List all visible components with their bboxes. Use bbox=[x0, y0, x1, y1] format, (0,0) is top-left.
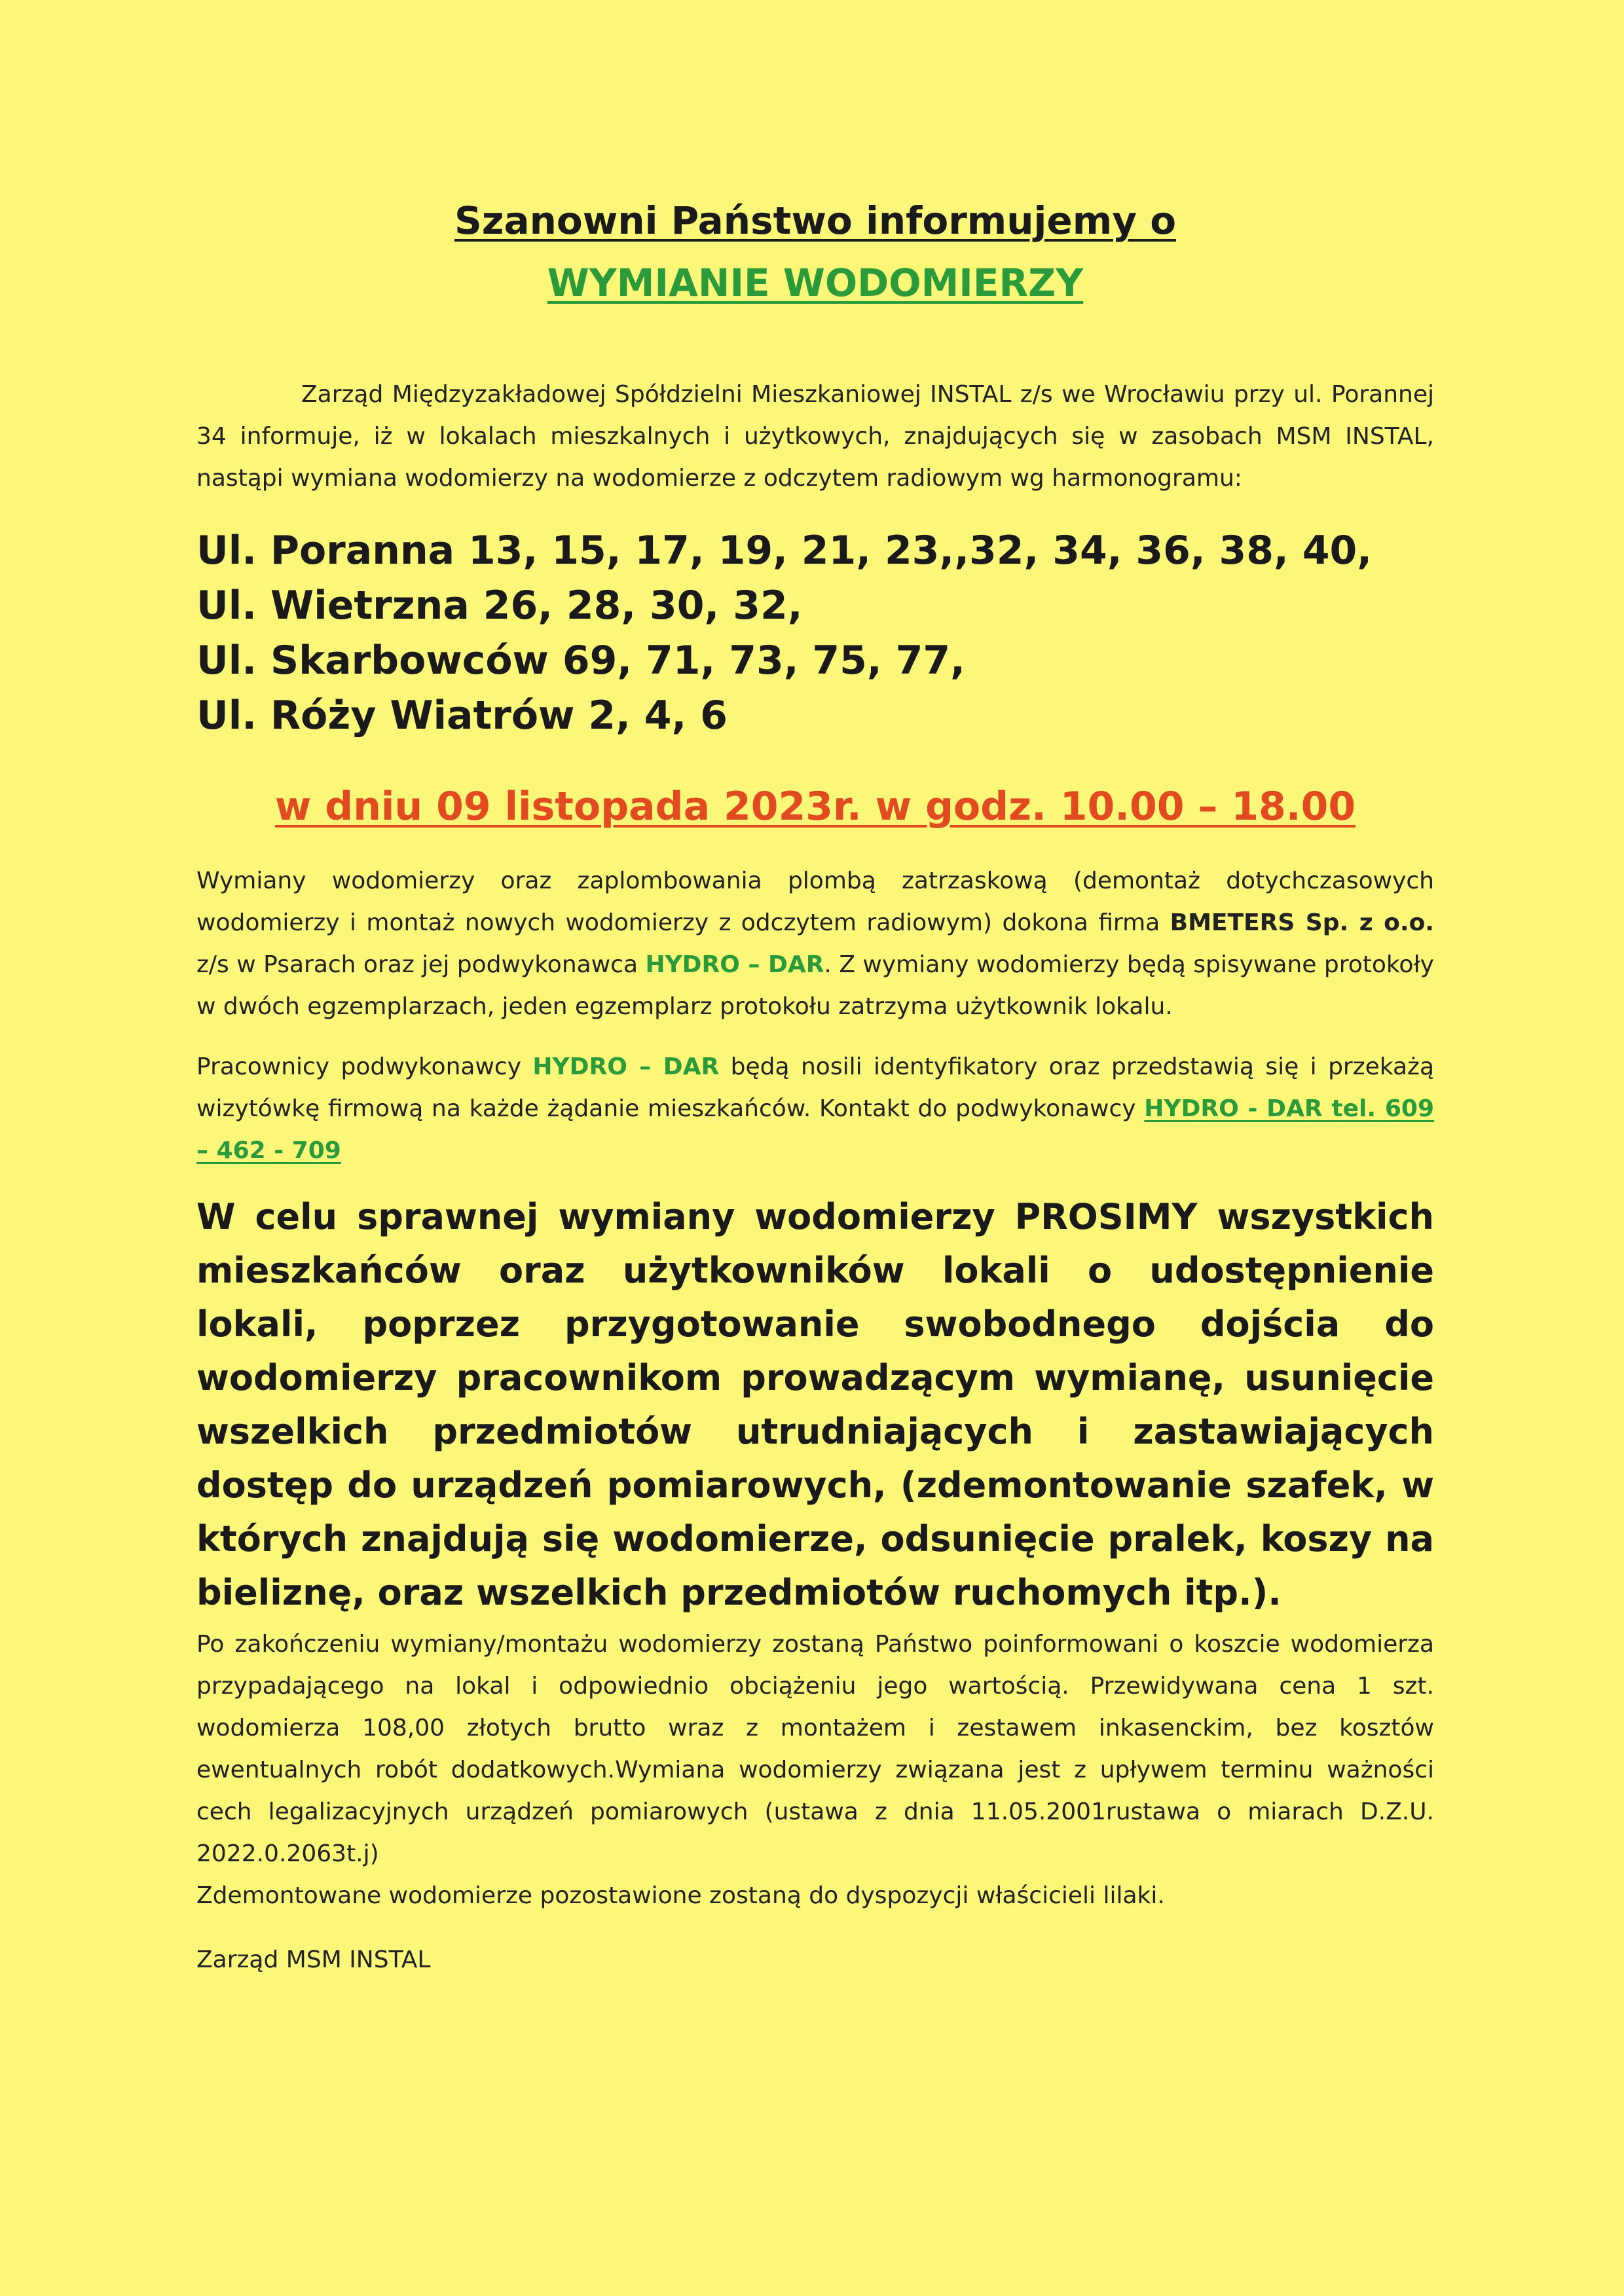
contact-phone: HYDRO - DAR tel. 609 – 462 - 709 bbox=[196, 1095, 1434, 1164]
request-paragraph: W celu sprawnej wymiany wodomierzy PROSIMY wszystkich mieszkańców oraz użytkowników lokali o udostępnienie lokali, poprzez przygotowanie swobodnego dojścia do wodomierzy pracownikom prowadzącym wymianę, usunięcie wszelkich przedmiotów utrudniających i zastawiających dostęp do urządzeń pomiarowych, (zdemontowanie szafek, w których znajdują się wodomierze, odsunięcie pralek, koszy na bieliznę, oraz wszelkich przedmiotów ruchomych itp.). bbox=[196, 1195, 1434, 1613]
paragraph-contact: Pracownicy podwykonawcy HYDRO – DAR będą nosili identyfikatory oraz przedstawią się i przekażą wizytówkę firmową na każde żądanie mieszkańców. Kontakt do podwykonawcy HYDRO - DAR tel. 609 – 462 - 709 bbox=[196, 1053, 1435, 1164]
intro-paragraph: Zarząd Międzyzakładowej Spółdzielni Mieszkaniowej INSTAL z/s we Wrocławiu przy ul. Porannej 34 informuje, iż w lokalach mieszkalnych i użytkowych, znajdujących się w zasobach MSM INSTAL, nastąpi wymiana wodomierzy na wodomierze z odczytem radiowym wg harmonogramu: bbox=[196, 380, 1434, 492]
signature: Zarząd MSM INSTAL bbox=[196, 1946, 431, 1973]
paragraph-removed-meters: Zdemontowane wodomierze pozostawione zostaną do dyspozycji właścicieli lilaki. bbox=[196, 1882, 1165, 1909]
paragraph-contractor: Wymiany wodomierzy oraz zaplombowania plombą zatrzaskową (demontaż dotychczasowych wodomierzy i montaż nowych wodomierzy z odczytem radiowym) dokona firma BMETERS Sp. z o.o. z/s w Psarach oraz jej podwykonawca HYDRO – DAR. Z wymiany wodomierzy będą spisywane protokoły w dwóch egzemplarzach, jeden egzemplarz protokołu zatrzyma użytkownik lokalu. bbox=[196, 867, 1434, 1020]
subcontractor-name: HYDRO – DAR bbox=[645, 951, 824, 978]
street-line: Ul. Wietrzna 26, 28, 30, 32, bbox=[196, 582, 803, 629]
street-line: Ul. Skarbowców 69, 71, 73, 75, 77, bbox=[196, 637, 965, 683]
paragraph-cost: Po zakończeniu wymiany/montażu wodomierzy zostaną Państwo poinformowani o koszcie wodomierza przypadającego na lokal i odpowiednio obciążeniu jego wartością. Przewidywana cena 1 szt. wodomierza 108,00 złotych brutto wraz z montażem i zestawem inkasenckim, bez kosztów ewentualnych robót dodatkowych.Wymiana wodomierzy związana jest z upływem terminu ważności cech legalizacyjnych urządzeń pomiarowych (ustawa z dnia 11.05.2001rustawa o miarach D.Z.U. 2022.0.2063t.j) bbox=[196, 1630, 1434, 1867]
street-line: Ul. Róży Wiatrów 2, 4, 6 bbox=[196, 692, 728, 738]
date-line: w dniu 09 listopada 2023r. w godz. 10.00 – 18.00 bbox=[274, 783, 1356, 829]
company-name: BMETERS Sp. z o.o. bbox=[1170, 909, 1434, 936]
heading-line-2: WYMIANIE WODOMIERZY bbox=[547, 261, 1084, 306]
heading-line-1: Szanowni Państwo informujemy o bbox=[454, 198, 1177, 243]
street-list bbox=[196, 523, 1434, 743]
subcontractor-name: HYDRO – DAR bbox=[532, 1053, 720, 1080]
street-line: Ul. Poranna 13, 15, 17, 19, 21, 23,,32, 34, 36, 38, 40, bbox=[196, 527, 1373, 574]
